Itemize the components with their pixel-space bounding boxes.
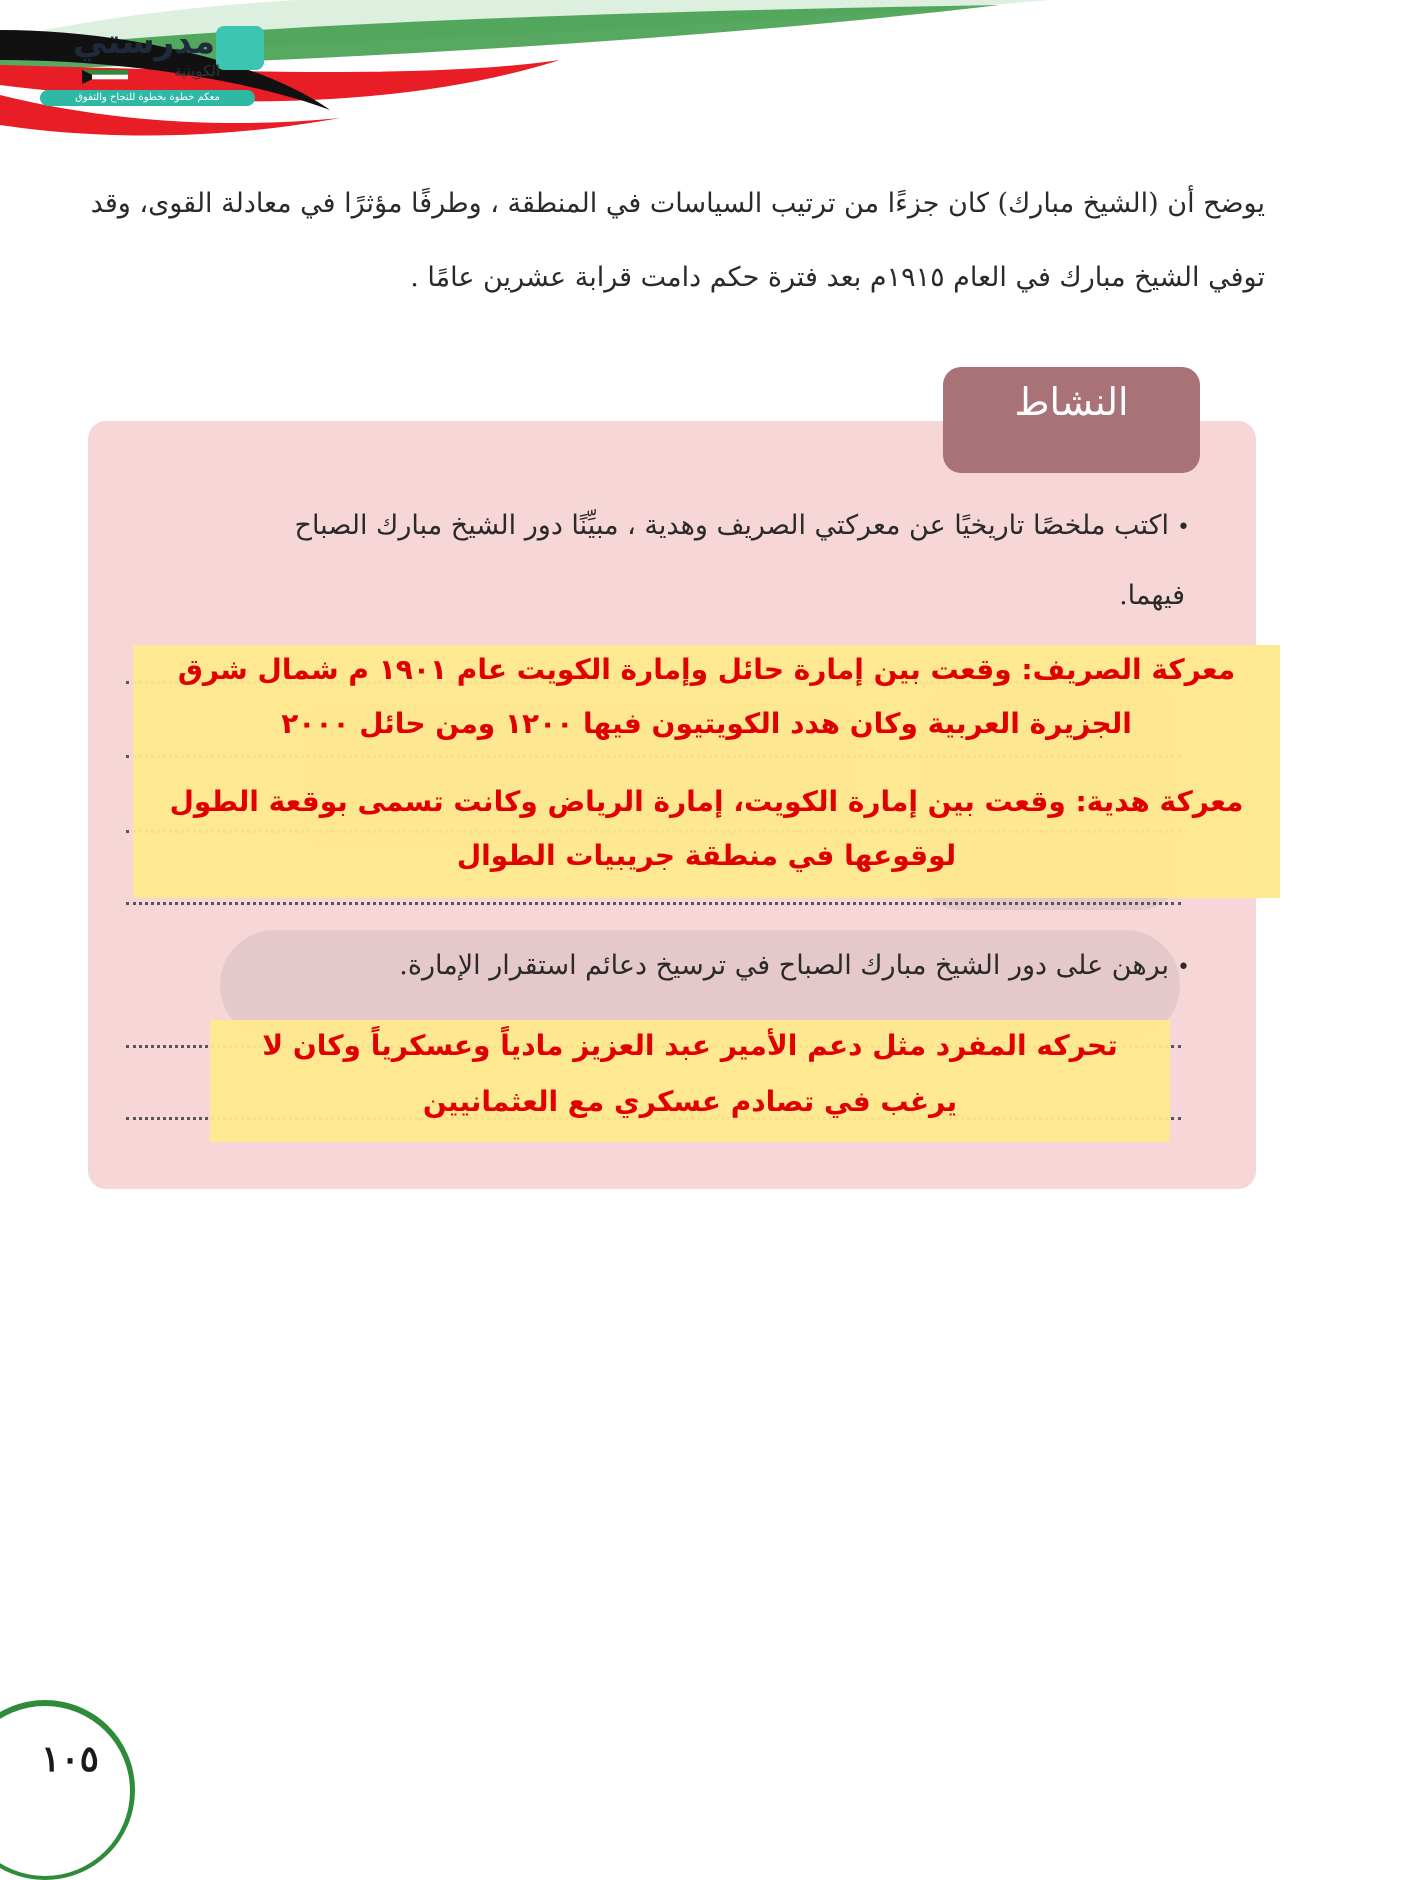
answer-2-line-2: يرغب في تصادم عسكري مع العثمانيين (422, 1085, 958, 1118)
activity-title: النشاط (1014, 380, 1129, 424)
answer-line (126, 902, 1181, 905)
logo-subtitle: الكويتية (173, 62, 220, 80)
page-number: ١٠٥ (40, 1738, 99, 1780)
question-2 (110, 950, 1190, 981)
question-1-line-2: فيهما. (1119, 580, 1185, 611)
bullet-icon: • (1177, 955, 1190, 980)
logo-text: مدرستي (73, 22, 215, 62)
answer-1-line-1: معركة الصريف: وقعت بين إمارة حائل وإمارة الكويت عام ١٩٠١ م شمال شرق (177, 653, 1236, 686)
question-1-line-1: اكتب ملخصًا تاريخيًا عن معركتي الصريف وهدية ، مبيِّنًا دور الشيخ مبارك الصباح (294, 510, 1170, 541)
intro-line-2: توفي الشيخ مبارك في العام ١٩١٥م بعد فترة حكم دامت قرابة عشرين عامًا . (410, 262, 1265, 293)
site-logo (40, 20, 270, 110)
question-1 (110, 510, 1190, 541)
answer-1-line-4: لوقوعها في منطقة جريبيات الطوال (456, 839, 957, 872)
answer-1-line-2: الجزيرة العربية وكان هدد الكويتيون فيها ١٢٠٠ ومن حائل ٢٠٠٠ (281, 707, 1132, 740)
intro-line-1: يوضح أن (الشيخ مبارك) كان جزءًا من ترتيب السياسات في المنطقة ، وطرفًا مؤثرًا في معادلة القوى، وقد (90, 188, 1265, 219)
answer-2-line-1: تحركه المفرد مثل دعم الأمير عبد العزيز مادياً وعسكرياً وكان لا (262, 1029, 1118, 1062)
question-2-text: برهن على دور الشيخ مبارك الصباح في ترسيخ دعائم استقرار الإمارة. (399, 950, 1170, 981)
logo-tagline: معكم خطوة بخطوة للنجاح والتفوق (40, 90, 255, 106)
answer-1-line-3: معركة هدية: وقعت بين إمارة الكويت، إمارة الرياض وكانت تسمى بوقعة الطول (169, 785, 1244, 818)
bullet-icon: • (1177, 515, 1190, 540)
logo-badge-icon (216, 26, 264, 70)
